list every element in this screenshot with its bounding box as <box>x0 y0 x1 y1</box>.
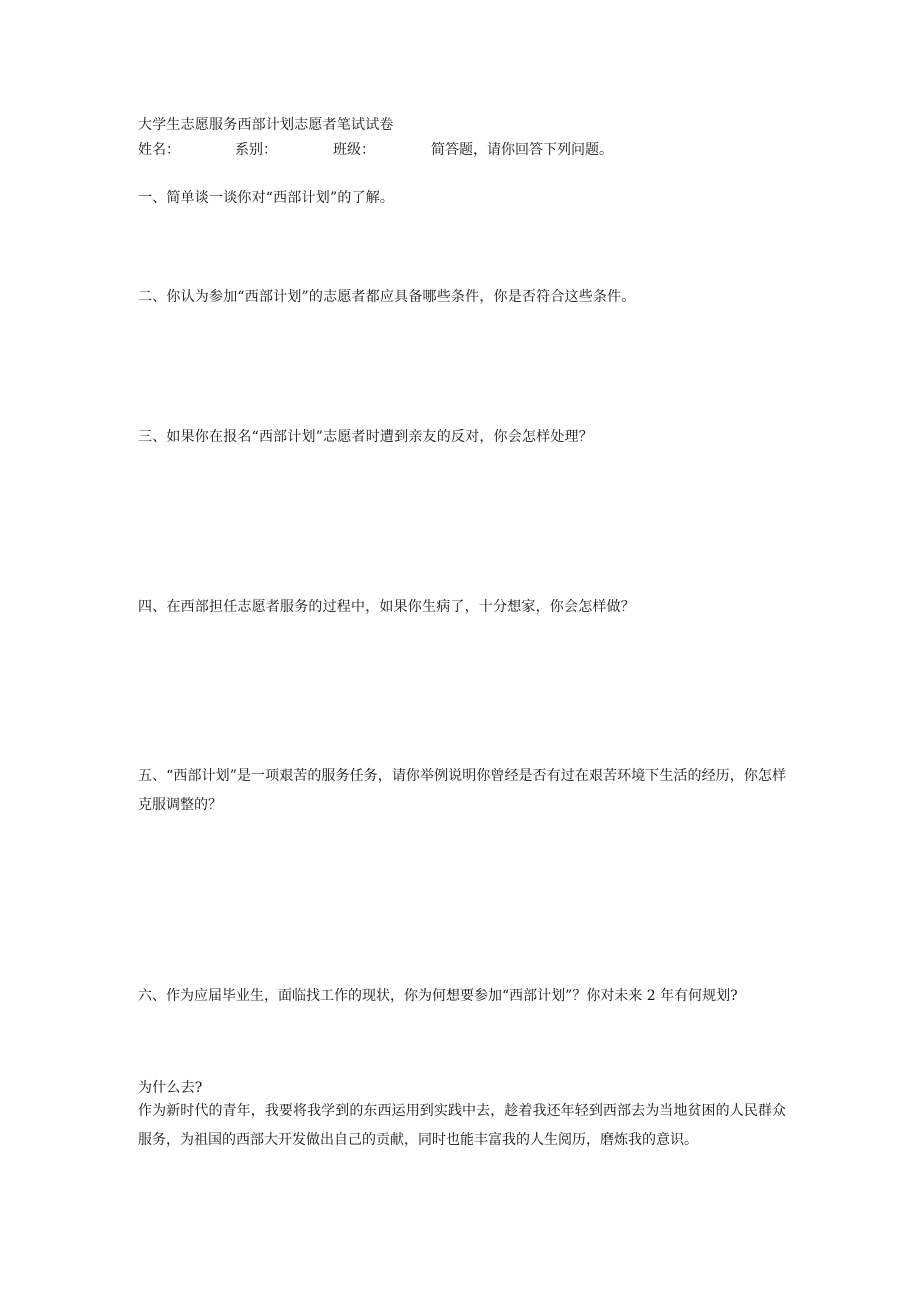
class-field-label: 班级： <box>333 142 375 158</box>
answer-body: 作为新时代的青年，我要将我学到的东西运用到实践中去，趁着我还年轻到西部去为当地贫困的人民群众服务，为祖国的西部大开发做出自己的贡献，同时也能丰富我的人生阅历，磨炼我的意识。 <box>138 1103 786 1148</box>
question-2: 二、你认为参加“西部计划”的志愿者都应具备哪些条件，你是否符合这些条件。 <box>138 289 636 305</box>
department-field-label: 系别： <box>235 142 277 158</box>
question-3: 三、如果你在报名“西部计划”志愿者时遭到亲友的反对，你会怎样处理？ <box>138 429 593 445</box>
question-6: 六、作为应届毕业生，面临找工作的现状，你为何想要参加“西部计划”？你对未来 2 年有何规划? <box>138 988 738 1004</box>
student-info-row <box>138 140 788 160</box>
answer-heading: 为什么去? <box>138 1080 203 1096</box>
question-5: 五、“西部计划”是一项艰苦的服务任务，请你举例说明你曾经是否有过在艰苦环境下生活的经历，你怎样克服调整的？ <box>138 768 786 813</box>
question-4: 四、在西部担任志愿者服务的过程中，如果你生病了，十分想家，你会怎样做？ <box>138 599 635 615</box>
name-field-label: 姓名： <box>138 142 180 158</box>
exam-title: 大学生志愿服务西部计划志愿者笔试试卷 <box>138 117 394 133</box>
instruction-text: 简答题，请你回答下列问题。 <box>431 142 613 158</box>
question-1: 一、简单谈一谈你对“西部计划”的了解。 <box>138 190 395 206</box>
